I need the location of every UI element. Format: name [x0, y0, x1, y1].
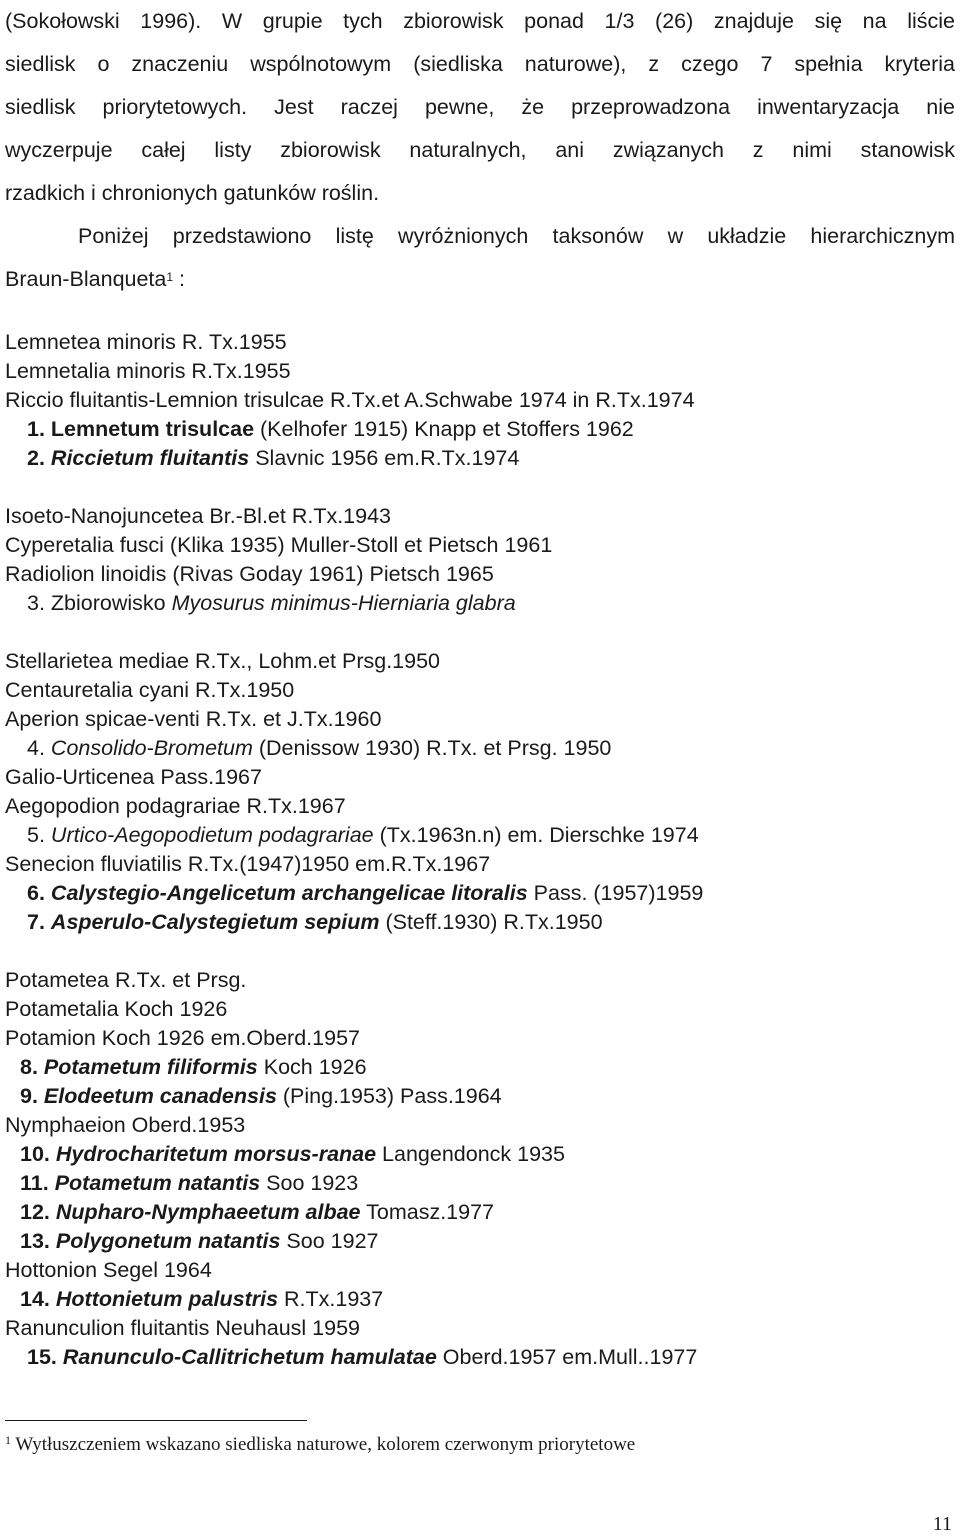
intro-line: (Sokołowski 1996). W grupie tych zbiorowisk ponad 1/3 (26) znajduje się na liście: [5, 9, 955, 33]
item-name: Lemnetum trisulcae: [50, 417, 255, 441]
alliance-name: Senecion fluviatilis R.Tx.(1947)1950 em.R.Tx.1967: [5, 852, 491, 876]
item-number: 10.: [20, 1142, 50, 1166]
item-author: Soo 1927: [280, 1229, 379, 1253]
item-author: Tomasz.1977: [360, 1200, 494, 1224]
alliance-name: Ranunculion fluitantis Neuhausl 1959: [5, 1316, 360, 1340]
item-name: Potametum natantis: [54, 1171, 261, 1195]
association-item: [5, 1227, 955, 1256]
order-name: Potametalia Koch 1926: [5, 997, 228, 1021]
association-item: [5, 1343, 955, 1372]
item-name: Asperulo-Calystegietum sepium: [50, 910, 380, 934]
footnote: [5, 1434, 635, 1456]
item-name: Potametum filiformis: [43, 1055, 258, 1079]
item-number: 3.: [27, 591, 45, 615]
association-item: [5, 1198, 955, 1227]
item-number: 4.: [27, 736, 45, 760]
item-number: 1.: [27, 417, 45, 441]
item-name: Ranunculo-Callitrichetum hamulatae: [62, 1345, 437, 1369]
item-name: Calystegio-Angelicetum archangelicae litoralis: [50, 881, 528, 905]
intro-line: rzadkich i chronionych gatunków roślin.: [5, 181, 380, 205]
alliance-name: Aegopodion podagrariae R.Tx.1967: [5, 794, 346, 818]
item-author: (Ping.1953) Pass.1964: [276, 1084, 502, 1108]
item-author: Slavnic 1956 em.R.Tx.1974: [249, 446, 520, 470]
footnote-text: Wytłuszczeniem wskazano siedliska naturowe, kolorem czerwonym priorytetowe: [11, 1434, 636, 1455]
item-author: Oberd.1957 em.Mull..1977: [436, 1345, 698, 1369]
item-name: Polygonetum natantis: [55, 1229, 281, 1253]
item-name: Elodeetum canadensis: [43, 1084, 277, 1108]
alliance-name: Potamion Koch 1926 em.Oberd.1957: [5, 1026, 360, 1050]
item-number: 14.: [20, 1287, 50, 1311]
association-item: [5, 415, 955, 444]
page-number: 11: [932, 1513, 952, 1535]
item-author: Soo 1923: [260, 1171, 359, 1195]
item-author: (Steff.1930) R.Tx.1950: [379, 910, 603, 934]
alliance-name: Aperion spicae-venti R.Tx. et J.Tx.1960: [5, 707, 382, 731]
item-name: Consolido-Brometum: [50, 736, 253, 760]
alliance-name: Radiolion linoidis (Rivas Goday 1961) Pietsch 1965: [5, 562, 494, 586]
item-author: (Kelhofer 1915) Knapp et Stoffers 1962: [254, 417, 634, 441]
order-name: Centauretalia cyani R.Tx.1950: [5, 678, 295, 702]
item-author: (Tx.1963n.n) em. Dierschke 1974: [373, 823, 699, 847]
item-name: Hottonietum palustris: [55, 1287, 279, 1311]
association-item: [5, 821, 955, 850]
item-number: 9.: [20, 1084, 38, 1108]
order-name: Galio-Urticenea Pass.1967: [5, 765, 262, 789]
item-author: Pass. (1957)1959: [527, 881, 704, 905]
alliance-name: Nymphaeion Oberd.1953: [5, 1113, 246, 1137]
association-item: [5, 1082, 955, 1111]
association-item: [5, 734, 955, 763]
alliance-name: Hottonion Segel 1964: [5, 1258, 212, 1282]
intro-line: [5, 258, 955, 301]
order-name: Lemnetalia minoris R.Tx.1955: [5, 359, 291, 383]
intro-line: wyczerpuje całej listy zbiorowisk naturalnych, ani związanych z nimi stanowisk: [5, 138, 955, 162]
item-name: Riccietum fluitantis: [50, 446, 250, 470]
item-author: R.Tx.1937: [278, 1287, 384, 1311]
item-name: Nupharo-Nymphaeetum albae: [55, 1200, 361, 1224]
item-number: 13.: [20, 1229, 50, 1253]
intro-line: Poniżej przedstawiono listę wyróżnionych taksonów w układzie hierarchicznym: [78, 224, 955, 248]
item-number: 12.: [20, 1200, 50, 1224]
intro-text: [5, 0, 955, 301]
association-item: [5, 1053, 955, 1082]
taxa-list: [5, 328, 955, 1372]
association-item: [5, 879, 955, 908]
association-item: [5, 444, 955, 473]
item-number: 5.: [27, 823, 45, 847]
association-item: [5, 1169, 955, 1198]
intro-colon: :: [173, 267, 186, 291]
order-name: Cyperetalia fusci (Klika 1935) Muller-Stoll et Pietsch 1961: [5, 533, 553, 557]
item-name: Hydrocharitetum morsus-ranae: [55, 1142, 377, 1166]
class-name: Isoeto-Nanojuncetea Br.-Bl.et R.Tx.1943: [5, 504, 392, 528]
footnote-divider: [5, 1420, 307, 1421]
item-number: 6.: [27, 881, 45, 905]
association-item: [5, 1285, 955, 1314]
class-name: Stellarietea mediae R.Tx., Lohm.et Prsg.1950: [5, 649, 440, 673]
association-item: [5, 1140, 955, 1169]
item-name: Urtico-Aegopodietum podagrariae: [50, 823, 374, 847]
item-author: Koch 1926: [257, 1055, 367, 1079]
item-number: 2.: [27, 446, 45, 470]
item-number: 11.: [20, 1171, 49, 1195]
item-number: 7.: [27, 910, 45, 934]
footnote-ref: 1: [166, 270, 174, 284]
association-item: [5, 589, 955, 618]
item-prefix: Zbiorowisko: [44, 591, 172, 615]
spacer: [5, 618, 955, 647]
item-name: Myosurus minimus-Hierniaria glabra: [171, 591, 516, 615]
item-author: (Denissow 1930) R.Tx. et Prsg. 1950: [252, 736, 612, 760]
class-name: Potametea R.Tx. et Prsg.: [5, 968, 247, 992]
spacer: [5, 937, 955, 966]
item-author: Langendonck 1935: [376, 1142, 565, 1166]
association-item: [5, 908, 955, 937]
footnote-number: 1: [5, 1433, 11, 1447]
intro-line: siedlisk priorytetowych. Jest raczej pewne, że przeprowadzona inwentaryzacja nie: [5, 95, 955, 119]
item-number: 15.: [27, 1345, 57, 1369]
item-number: 8.: [20, 1055, 38, 1079]
class-name: Lemnetea minoris R. Tx.1955: [5, 330, 287, 354]
intro-braun: Braun-Blanqueta: [5, 267, 167, 291]
alliance-name: Riccio fluitantis-Lemnion trisulcae R.Tx.et A.Schwabe 1974 in R.Tx.1974: [5, 388, 695, 412]
intro-line: siedlisk o znaczeniu wspólnotowym (siedliska naturowe), z czego 7 spełnia kryteria: [5, 52, 955, 76]
spacer: [5, 473, 955, 502]
